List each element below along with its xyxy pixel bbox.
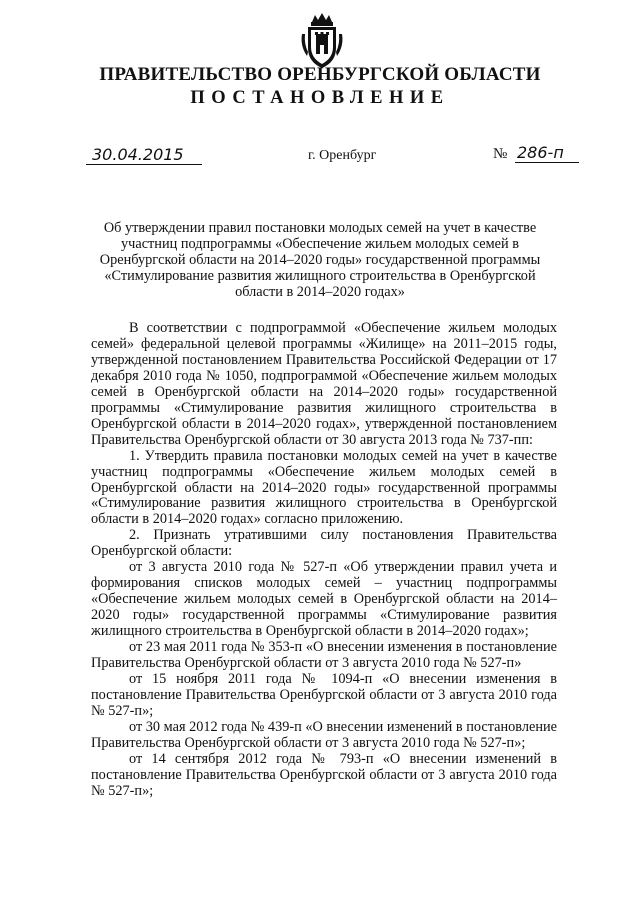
clause-paragraph: 1. Утвердить правила постановки молодых семей на учет в качестве участниц подпрограммы «Обеспечение жильем молодых семей в Оренбургской области на 2014–2020 годы» государственной программы «Стимулирование развития жилищного строительства в Оренбургской области в 2014–2020 годах» согласно приложению. (91, 447, 557, 528)
list-item: от 3 августа 2010 года № 527-п «Об утверждении правил учета и формирования списков молодых семей – участниц подпрограммы «Обеспечение жильем молодых семей в Оренбургской области на 2014–2020 годы» государственной программы «Стимулирование развития жилищного строительства в Оренбургской области в 2014–2020 годах»; (91, 559, 557, 640)
number-sign: № (493, 146, 508, 162)
document-type-title: ПОСТАНОВЛЕНИЕ (190, 88, 450, 108)
document-subject: Об утверждении правил постановки молодых семей на учет в качестве участниц подпрограммы «Обеспечение жильем молодых семей в Оренбургской области на 2014–2020 годы» государственной программы «Стимулирование развития жилищного строительства в Оренбургской области в 2014–2020 годах» (99, 220, 541, 300)
document-body (91, 321, 557, 800)
government-title: ПРАВИТЕЛЬСТВО ОРЕНБУРГСКОЙ ОБЛАСТИ (99, 64, 541, 85)
preamble-paragraph: В соответствии с подпрограммой «Обеспечение жильем молодых семей» федеральной целевой программы «Жилище» на 2011–2015 годы, утвержденной постановлением Правительства Российской Федерации от 17 декабря 2010 года № 1050, подпрограммой «Обеспечение жильем молодых семей в Оренбургской области на 2014–2020 годы» государственной программы «Стимулирование развития жилищного строительства в Оренбургской области в 2014–2020 годах», утвержденной постановлением Правительства Оренбургской области от 30 августа 2013 года № 737-пп: (91, 320, 557, 448)
list-item: от 23 мая 2011 года № 353-п «О внесении изменения в постановление Правительства Оренбургской области от 3 августа 2010 года № 527-п» (91, 639, 557, 672)
coat-of-arms-icon (298, 12, 346, 70)
document-city: г. Оренбург (308, 148, 377, 163)
document-number: 286-п (515, 144, 579, 163)
document-date: 30.04.2015 (86, 146, 202, 165)
list-item: от 14 сентября 2012 года № 793-п «О внесении изменений в постановление Правительства Оренбургской области от 3 августа 2010 года № 527-п»; (91, 750, 557, 799)
list-item: от 15 ноября 2011 года № 1094-п «О внесении изменения в постановление Правительства Оренбургской области от 3 августа 2010 года № 527-п»; (91, 670, 557, 719)
clause-paragraph: 2. Признать утратившими силу постановления Правительства Оренбургской области: (91, 527, 557, 560)
list-item: от 30 мая 2012 года № 439-п «О внесении изменений в постановление Правительства Оренбургской области от 3 августа 2010 года № 527-п»; (91, 718, 557, 751)
